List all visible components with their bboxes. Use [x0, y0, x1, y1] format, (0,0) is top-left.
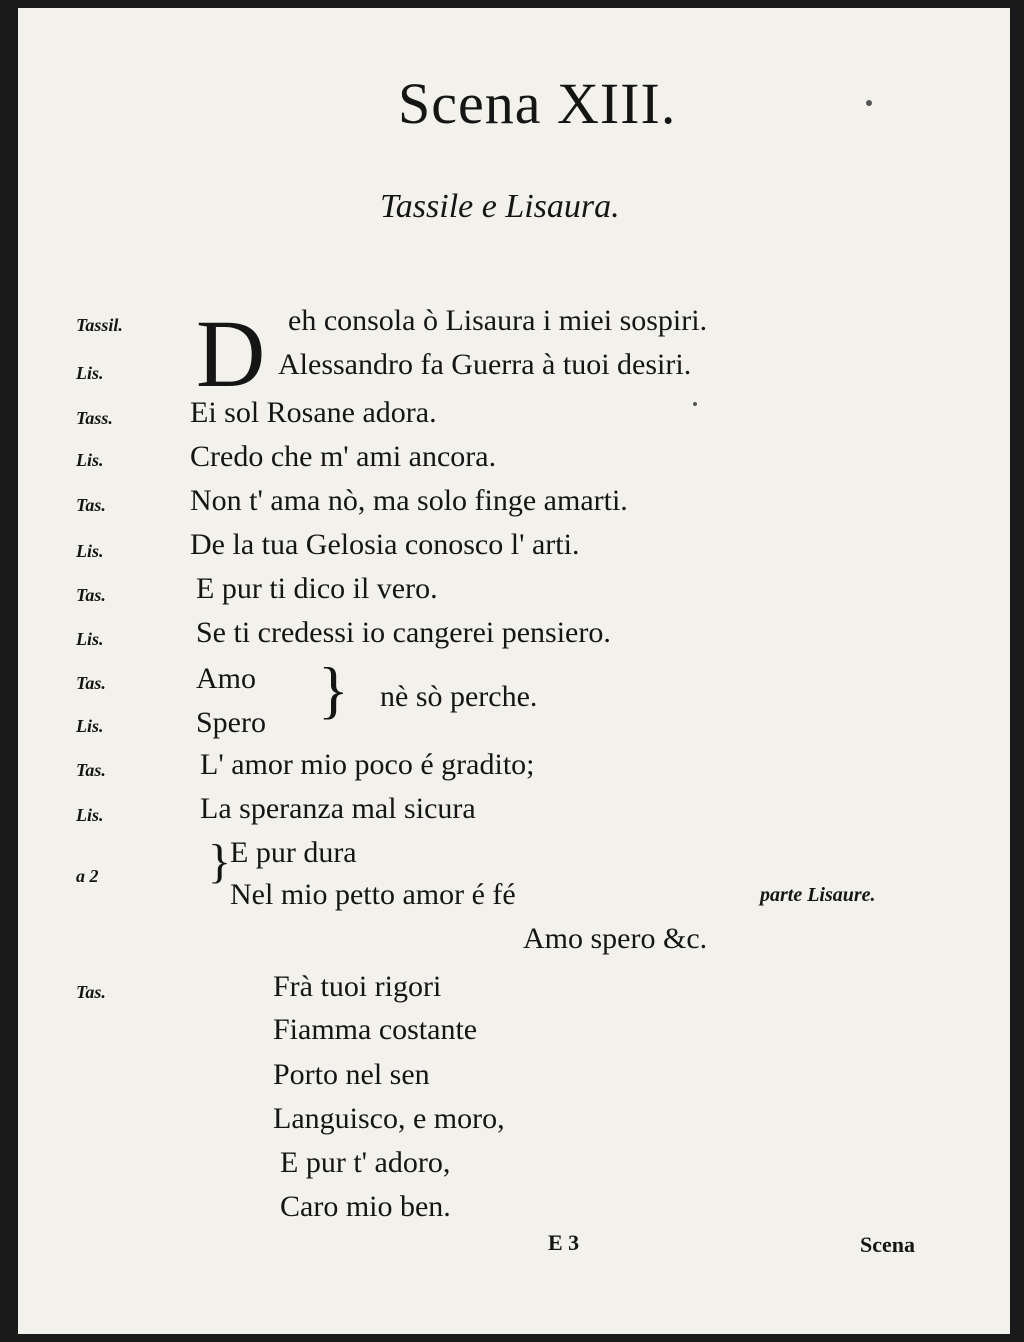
shared-phrase: nè sò perche. — [380, 680, 538, 713]
verse-line: E pur ti dico il vero. — [196, 572, 438, 605]
book-page — [18, 8, 1010, 1334]
verse-line: Amo spero &c. — [523, 922, 708, 955]
verse-line: De la tua Gelosia conosco l' arti. — [190, 528, 580, 561]
drop-cap: D — [196, 300, 266, 407]
verse-line: eh consola ò Lisaura i miei sospiri. — [288, 304, 708, 337]
verse-line: Caro mio ben. — [280, 1190, 451, 1223]
ink-speck — [693, 402, 697, 406]
speaker-label: Tas. — [76, 982, 106, 1002]
speaker-label: Tas. — [76, 673, 106, 693]
speaker-label: Lis. — [76, 716, 104, 736]
verse-line: Se ti credessi io cangerei pensiero. — [196, 616, 611, 649]
verse-line: E pur t' adoro, — [280, 1146, 451, 1179]
speaker-label: Tassil. — [76, 315, 123, 335]
verse-line: Porto nel sen — [273, 1058, 430, 1091]
speaker-label: Lis. — [76, 805, 104, 825]
brace: } — [208, 835, 232, 888]
speaker-label: Tas. — [76, 760, 106, 780]
stage-direction: parte Lisaure. — [760, 884, 876, 906]
verse-line: E pur dura — [230, 836, 357, 869]
speaker-label: Tas. — [76, 495, 106, 515]
verse-line: Non t' ama nò, ma solo finge amarti. — [190, 484, 628, 517]
speaker-label: Lis. — [76, 363, 104, 383]
speaker-label: Lis. — [76, 629, 104, 649]
speaker-label: Lis. — [76, 450, 104, 470]
scene-title: Scena XIII. — [398, 71, 677, 136]
verse-line: Nel mio petto amor é fé — [230, 878, 516, 911]
verse-line: Credo che m' ami ancora. — [190, 440, 497, 473]
signature-mark: E 3 — [548, 1230, 580, 1255]
speaker-label: Tass. — [76, 408, 113, 428]
verse-line: La speranza mal sicura — [200, 792, 476, 825]
catchword: Scena — [860, 1232, 915, 1257]
speaker-label: a 2 — [76, 866, 99, 886]
verse-line: Fiamma costante — [273, 1013, 478, 1046]
verse-line: Alessandro fa Guerra à tuoi desiri. — [278, 348, 692, 381]
verse-line: Spero — [196, 706, 266, 739]
ink-speck — [866, 100, 872, 106]
speaker-label: Tas. — [76, 585, 106, 605]
scene-subtitle: Tassile e Lisaura. — [380, 188, 620, 225]
speaker-label: Lis. — [76, 541, 104, 561]
verse-line: Languisco, e moro, — [273, 1102, 505, 1135]
verse-line: L' amor mio poco é gradito; — [200, 748, 535, 781]
verse-line: Amo — [196, 662, 256, 695]
verse-line: Ei sol Rosane adora. — [190, 396, 437, 429]
verse-line: Frà tuoi rigori — [273, 970, 442, 1003]
brace: } — [318, 654, 349, 725]
